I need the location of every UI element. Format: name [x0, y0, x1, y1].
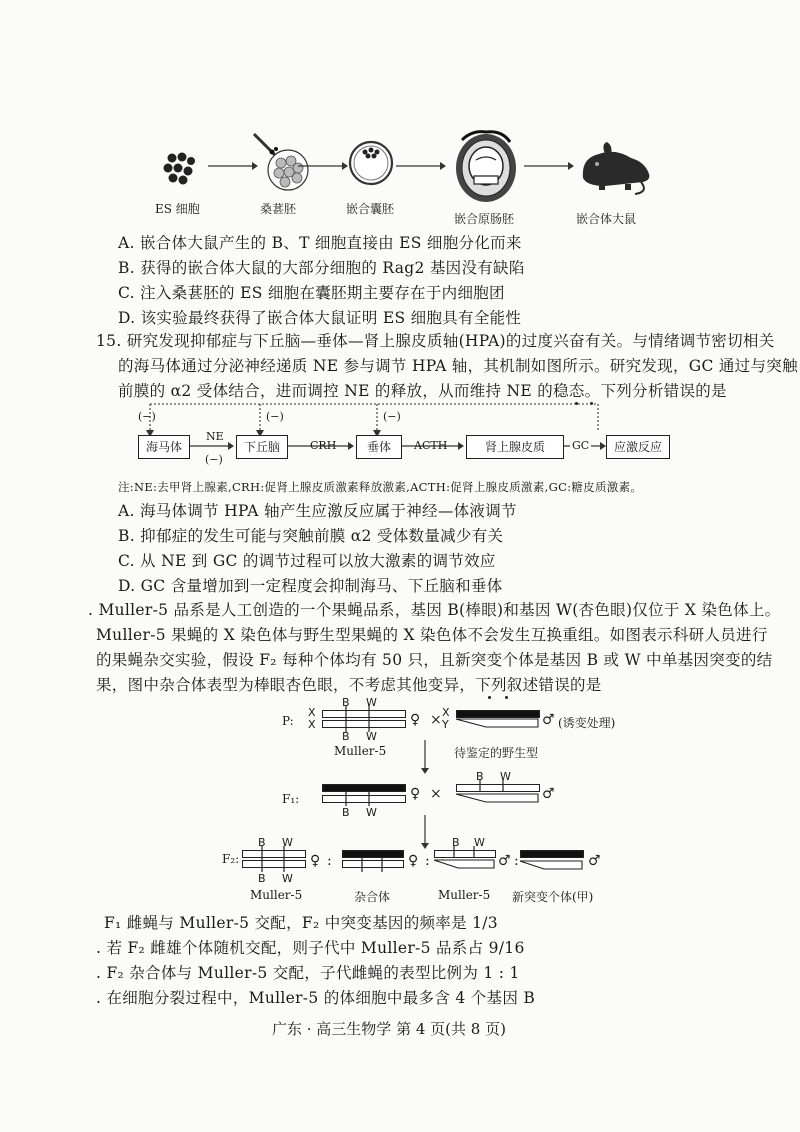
q14-option-d: D. 该实验最终获得了嵌合体大鼠证明 ES 细胞具有全能性 [118, 309, 522, 327]
f2-muller5-female-label: Muller-5 [250, 888, 303, 902]
gene-b: B [258, 836, 266, 849]
q14-option-c: C. 注入桑葚胚的 ES 细胞在囊胚期主要存在于内细胞团 [118, 284, 505, 302]
gene-b: B [342, 806, 350, 819]
x-chromosome-mutant [322, 784, 406, 792]
box-hypothalamus: 下丘脑 [236, 435, 288, 459]
rat-icon [575, 138, 655, 198]
ratio-separator: : [327, 853, 332, 869]
arrow-icon [298, 160, 348, 172]
x-label: X [308, 706, 316, 719]
q16-stem-line-3: 的果蝇杂交实验，假设 F₂ 每种个体均有 50 只，且新突变个体是基因 B 或 W 中单基因突变的结 [96, 651, 773, 669]
box-pituitary: 垂体 [356, 435, 402, 459]
down-arrow-icon [420, 815, 430, 849]
q15-stem-line-3: 前膜的 α2 受体结合，进而调控 NE 的释放，从而维持 NE 的稳态。下列分析错误的是 [118, 382, 727, 400]
gene-b: B [342, 696, 350, 709]
cross-symbol: × [430, 786, 442, 802]
es-cell-cluster-icon [160, 150, 200, 188]
gene-loci-marks [322, 792, 406, 806]
box-stress-response: 应激反应 [606, 435, 670, 459]
gene-loci-marks [242, 846, 306, 872]
neg-label: (−) [266, 410, 284, 423]
neg-label: (−) [205, 453, 223, 466]
new-mutant-label: 新突变个体(甲) [512, 890, 594, 904]
q15-option-a: A. 海马体调节 HPA 轴产生应激反应属于神经—体液调节 [118, 502, 517, 520]
female-symbol: ♀ [410, 712, 421, 728]
emphasis-dot [488, 696, 491, 699]
gene-loci-and-y [456, 780, 542, 804]
ratio-separator: : [425, 853, 430, 869]
neg-label: (−) [138, 410, 156, 423]
gene-w: W [366, 806, 377, 819]
q16-option-a: F₁ 雌蝇与 Muller-5 交配，F₂ 中突变基因的频率是 1/3 [104, 914, 498, 932]
female-symbol: ♀ [408, 853, 419, 869]
arrow-icon [524, 160, 574, 172]
mutagen-note: (诱变处理) [558, 716, 616, 730]
gene-b: B [452, 836, 460, 849]
female-symbol: ♀ [310, 853, 321, 869]
gene-w: W [366, 696, 377, 709]
female-symbol: ♀ [410, 786, 421, 802]
male-symbol: ♂ [542, 786, 555, 802]
q15-note: 注:NE:去甲肾上腺素,CRH:促肾上腺皮质激素释放激素,ACTH:促肾上腺皮质激素,GC:糖皮质激素。 [118, 480, 643, 494]
f2-label: F₂: [222, 852, 240, 866]
q16-option-c: . F₂ 杂合体与 Muller-5 交配，子代雌蝇的表型比例为 1 : 1 [96, 964, 520, 982]
arrow-icon [396, 160, 446, 172]
f1-label: F₁: [282, 792, 300, 806]
muller5-label: Muller-5 [334, 744, 387, 758]
q15-stem-line-2: 的海马体通过分泌神经递质 NE 参与调节 HPA 轴，其机制如图所示。研究发现，GC 通过与突触 [118, 357, 798, 375]
gene-w: W [282, 836, 293, 849]
q15-option-d: D. GC 含量增加到一定程度会抑制海马、下丘脑和垂体 [118, 577, 503, 595]
gene-b: B [342, 730, 350, 743]
x-chromosome-mutant [520, 850, 584, 858]
gene-b: B [476, 770, 484, 783]
label-es-cell: ES 细胞 [155, 202, 200, 216]
q16-stem-line-2: Muller-5 果蝇的 X 染色体与野生型果蝇的 X 染色体不会发生互换重组。如图表示科研人员进行 [96, 626, 768, 644]
down-arrow-icon [420, 740, 430, 774]
y-chromosome [520, 860, 586, 872]
male-symbol: ♂ [588, 853, 601, 869]
arrow-icon [208, 160, 258, 172]
label-blastocyst: 嵌合囊胚 [346, 202, 395, 216]
label-acth: ACTH [414, 439, 448, 452]
gene-loci-and-y [434, 846, 498, 872]
neg-label: (−) [383, 410, 401, 423]
x-label: X [442, 706, 450, 719]
label-gastrula: 嵌合原肠胚 [454, 212, 515, 226]
q15-option-b: B. 抑郁症的发生可能与突触前膜 α2 受体数量减少有关 [118, 527, 504, 545]
box-hippocampus: 海马体 [138, 435, 190, 459]
x-label: X [308, 718, 316, 731]
heterozygote-label: 杂合体 [354, 890, 391, 904]
y-label: Y [442, 718, 449, 731]
gene-w: W [282, 872, 293, 885]
label-gc: GC [572, 439, 590, 452]
q14-option-b: B. 获得的嵌合体大鼠的大部分细胞的 Rag2 基因没有缺陷 [118, 259, 525, 277]
box-adrenal-cortex: 肾上腺皮质 [466, 435, 564, 459]
q15-option-c: C. 从 NE 到 GC 的调节过程可以放大激素的调节效应 [118, 552, 496, 570]
wild-type-note: 待鉴定的野生型 [454, 746, 539, 760]
y-chromosome [456, 718, 542, 730]
gene-b: B [258, 872, 266, 885]
label-crh: CRH [310, 439, 337, 452]
blastocyst-icon [346, 138, 396, 188]
q16-stem-line-1: . Muller-5 品系是人工创造的一个果蝇品系，基因 B(棒眼)和基因 W(杏色眼)仅位于 X 染色体上。 [88, 601, 781, 619]
male-symbol: ♂ [498, 853, 511, 869]
p-label: P: [282, 714, 294, 728]
q16-option-b: . 若 F₂ 雌雄个体随机交配，则子代中 Muller-5 品系占 9/16 [96, 939, 525, 957]
label-chimera-rat: 嵌合体大鼠 [576, 212, 637, 226]
cross-symbol: × [430, 712, 442, 728]
q15-stem-line-1: 15. 研究发现抑郁症与下丘脑—垂体—肾上腺皮质轴(HPA)的过度兴奋有关。与情绪调节密切相关 [96, 332, 775, 350]
q14-option-a: A. 嵌合体大鼠产生的 B、T 细胞直接由 ES 细胞分化而来 [118, 234, 522, 252]
label-ne: NE [206, 430, 224, 443]
x-chromosome-wild [456, 710, 540, 718]
gene-loci-marks [342, 856, 404, 872]
label-morula: 桑葚胚 [260, 202, 297, 216]
male-symbol: ♂ [542, 712, 555, 728]
gastrula-icon [452, 128, 520, 204]
emphasis-dot [505, 696, 508, 699]
q16-stem-line-4: 果，图中杂合体表型为棒眼杏色眼，不考虑其他变异，下列叙述错误的是 [96, 676, 602, 694]
ratio-separator: : [514, 853, 519, 869]
gene-w: W [500, 770, 511, 783]
gene-loci-marks [322, 706, 406, 732]
page-footer: 广东 · 高三生物学 第 4 页(共 8 页) [272, 1020, 506, 1038]
f2-muller5-male-label: Muller-5 [438, 888, 491, 902]
gene-w: W [366, 730, 377, 743]
gene-w: W [474, 836, 485, 849]
q16-option-d: . 在细胞分裂过程中，Muller-5 的体细胞中最多含 4 个基因 B [96, 989, 536, 1007]
